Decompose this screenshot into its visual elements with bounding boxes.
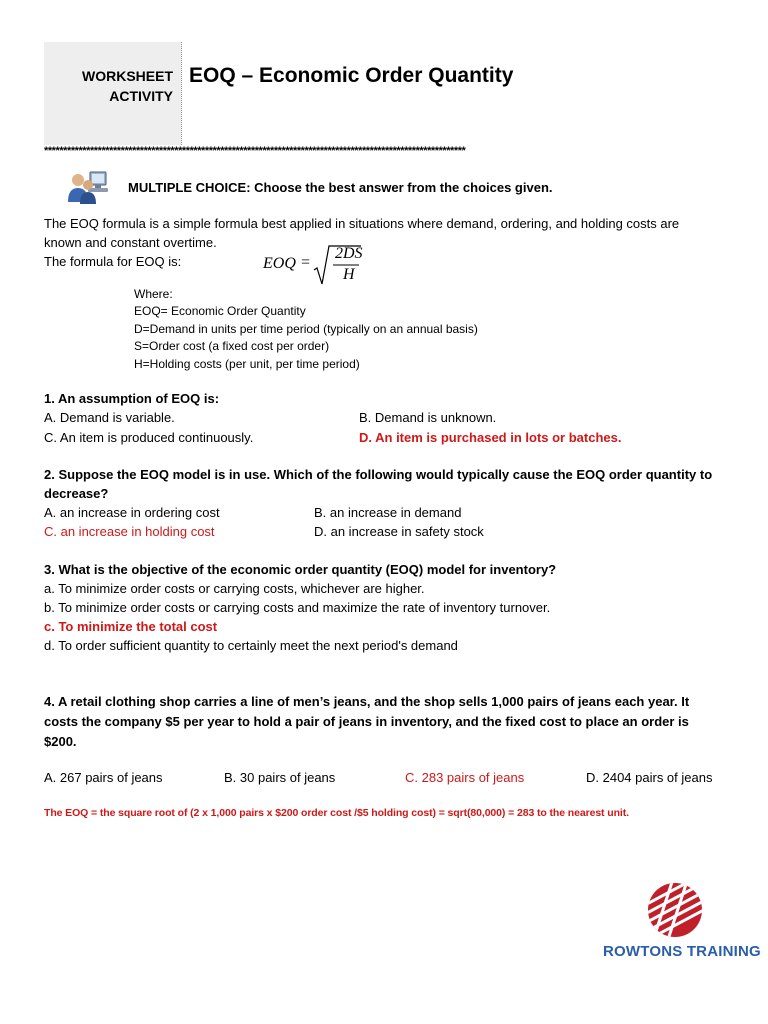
q4-question-line-1: 4. A retail clothing shop carries a line of men’s jeans, and the shop sells 1,000 pairs of jeans each year. It [44,694,690,709]
q2-question-line-2: decrease? [44,486,109,501]
q2-option-c-answer: C. an increase in holding cost [44,524,215,539]
formula-denominator: H [343,266,355,283]
star-divider: ************************************************************************************************************** [44,145,466,157]
intro-line-2: known and constant overtime. [44,235,217,250]
where-line-d: D=Demand in units per time period (typically on an annual basis) [134,322,478,336]
q4-option-b: B. 30 pairs of jeans [224,770,336,785]
q2-question-line-1: 2. Suppose the EOQ model is in use. Which of the following would typically cause the EOQ order quantity to [44,467,713,482]
formula-equals: = [301,254,311,271]
q3-option-d: d. To order sufficient quantity to certainly meet the next period's demand [44,638,458,653]
q3-option-b: b. To minimize order costs or carrying costs and maximize the rate of inventory turnover. [44,600,551,615]
intro-line-3: The formula for EOQ is: [44,254,182,269]
worksheet-activity-label [82,66,173,106]
where-heading: Where: [134,287,173,301]
rowtons-training-logo-text: ROWTONS TRAINING [603,943,761,960]
where-line-h: H=Holding costs (per unit, per time period) [134,357,360,371]
q4-option-a: A. 267 pairs of jeans [44,770,163,785]
q1-option-c: C. An item is produced continuously. [44,430,254,445]
q4-explanation: The EOQ = the square root of (2 x 1,000 pairs x $200 order cost /$5 holding cost) = sqrt(80,000) = 283 to the nearest unit. [44,807,629,819]
q2-option-b: B. an increase in demand [314,505,462,520]
where-line-s: S=Order cost (a fixed cost per order) [134,339,330,353]
q3-question: 3. What is the objective of the economic order quantity (EOQ) model for inventory? [44,562,557,577]
q4-option-d: D. 2404 pairs of jeans [586,770,713,785]
formula-numerator: 2DS [335,245,363,262]
q1-option-b: B. Demand is unknown. [359,410,497,425]
q3-option-c-answer: c. To minimize the total cost [44,619,218,634]
q3-option-a: a. To minimize order costs or carrying costs, whichever are higher. [44,581,425,596]
worksheet-label-line1: WORKSHEET [82,68,173,84]
formula-lhs: EOQ [263,255,296,272]
where-line-eoq: EOQ= Economic Order Quantity [134,304,306,318]
rowtons-globe-logo [646,881,704,939]
q2-option-a: A. an increase in ordering cost [44,505,220,520]
page-title: EOQ – Economic Order Quantity [189,64,514,87]
q4-question-line-3: $200. [44,734,77,749]
users-computer-icon [66,170,110,204]
intro-line-1: The EOQ formula is a simple formula best applied in situations where demand, ordering, and holding costs are [44,216,680,231]
eoq-formula [263,244,373,290]
worksheet-label-line2: ACTIVITY [109,88,173,104]
q4-question-line-2: costs the company $5 per year to hold a pair of jeans in inventory, and the fixed cost to place an order is [44,714,689,729]
q1-option-d-answer: D. An item is purchased in lots or batches. [359,430,622,445]
q4-option-c-answer: C. 283 pairs of jeans [405,770,525,785]
instructions-text: MULTIPLE CHOICE: Choose the best answer from the choices given. [128,180,553,195]
q2-option-d: D. an increase in safety stock [314,524,484,539]
q1-question: 1. An assumption of EOQ is: [44,391,220,406]
q1-option-a: A. Demand is variable. [44,410,175,425]
worksheet-activity-box [44,42,182,145]
